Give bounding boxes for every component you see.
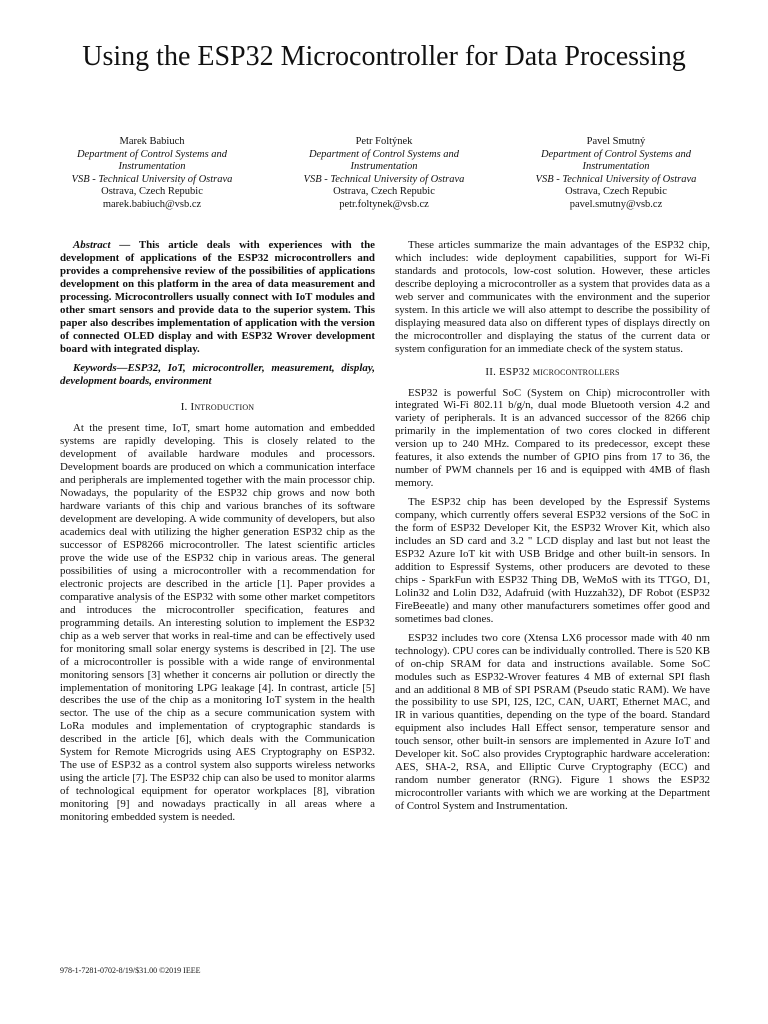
author-name: Marek Babiuch: [119, 136, 185, 147]
abstract-text: This article deals with experiences with the development of applications of the ESP32 microcontrollers and provides a comprehensive review of the possibilities of applications development on this platform in the area of data measurement and processing. Microcontrollers usually connect with IoT modules and other smart sensors and provide data to the superior system. This paper also describes implementation of application with the version of connected OLED display and with ESP32 Wrover development board with integrated display.: [60, 239, 375, 355]
abstract: [60, 239, 375, 356]
author-university: VSB - Technical University of Ostrava: [71, 173, 233, 185]
author-block-1: [52, 136, 252, 211]
esp32-paragraph-1: ESP32 is powerful SoC (System on Chip) microcontroller with integrated Wi-Fi 802.11 b/g/n, dual mode Bluetooth version 4.2 and variety of peripherals. It is an advanced successor of the 8266 chip primarily in the implementation of two cores clocked in different version up to 240 MHz. Compared to its predecessor, except these features, it also extends the number of GPIO pins from 17 to 36, the number of PWM channels per 16 and is equipped with 4MB of flash memory.: [395, 386, 710, 490]
section-heading-introduction: I. Introduction: [180, 401, 255, 414]
abstract-lead: Abstract —: [73, 239, 131, 251]
esp32-paragraph-3: ESP32 includes two core (Xtensa LX6 processor made with 40 nm technology). CPU cores can be individually controlled. There is 520 KB of on-chip SRAM for data and instructions available. Some SoC modules such as ESP32-Wrover features 4 MB of external SPI flash and an additional 8 MB of SPI PSRAM (Pseudo static RAM). We have the possibility to use SPI, I2S, I2C, CAN, UART, Ethernet MAC, and IR in various quantities, depending on the type of the board. Standard equipment also includes Hall Effect sensor, temperature sensor and touch sensor, other built-in sensors are implemented in Azure IoT and Developer kit. SoC also provides Cryptographic hardware acceleration: AES, SHA-2, RSA, and Elliptic Curve Cryptography (ECC) and random number generator (RNG). Figure 1 shows the ESP32 microcontroller variants with which we are working at the Department of Control System and Instrumentation.: [395, 631, 710, 813]
author-block-3: [516, 136, 716, 211]
author-city: Ostrava, Czech Repubic: [333, 186, 435, 197]
keywords: Keywords—ESP32, IoT, microcontroller, measurement, display, development boards, environment: [60, 361, 375, 387]
right-column: [395, 239, 710, 819]
summary-paragraph: These articles summarize the main advantages of the ESP32 chip, which includes: wide deployment capabilities, support for Wi-Fi standards and protocols, low-cost solution. However, these articles describe deploying a microcontroller as a system that provides data as a web server and communicates with the environment and the superior system. In this article we will also attempt to describe the possibility of displaying measured data also on different types of displays directly on the microcontroller and displaying the status of the current data or system configuration for an immediate check of the system status.: [395, 239, 710, 355]
author-university: VSB - Technical University of Ostrava: [535, 173, 697, 185]
author-name: Pavel Smutný: [586, 136, 646, 147]
author-block-2: [284, 136, 484, 211]
intro-paragraph: At the present time, IoT, smart home automation and embedded systems are rapidly developing. This is closely related to the development of available hardware modules and processors. Development boards are produced on which a communication interface and peripherals are implemented together with the main processor chip. Nowadays, the popularity of the ESP32 chip grows and now both hardware variants of this chip and various branches of its software development are developing. A wide community of developers, but also academics deal with utilizing the higher generation ESP32 chip as the successor of ESP8266 microcontroller. The latest scientific articles prove the wide use of the ESP32 chip in various areas. The general possibilities of using a microcontroller with a recommendation for electronic projects are described in the article [1]. Paper provides a comparative analysis of the ESP32 with some other market competitors and introduces the microcontroller specification, features and programming details. An interesting solution to implement the ESP32 chip as a web server that works in real-time and can be effectively used for monitoring small solar energy systems is described in [2]. The use of a microcontroller is possible with a wide range of environmental monitoring sensors [3] whether it concerns air pollution or directly the implementation of monitoring LPG leakage [4]. In contrast, article [5] describes the use of the chip as a monitoring IoT system in the health sector. The use of the chip as a secure communication system with LoRa modules and implementation of cryptographic standards is described in the article [6], which deals with the Communication System for Remote Microgrids using AES Cryptography on ESP32. The use of ESP32 as a control system also supports wireless networks using the article [7]. The ESP32 chip can also be used to monitor alarms of technological equipment for operator workplaces [8], vibration monitoring [9] and nowadays practically in all areas where a monitoring embedded system is needed.: [60, 422, 375, 824]
author-email: petr.foltynek@vsb.cz: [339, 198, 429, 210]
author-city: Ostrava, Czech Repubic: [101, 186, 203, 197]
author-city: Ostrava, Czech Repubic: [565, 186, 667, 197]
author-department: Department of Control Systems and Instrumentation: [308, 148, 460, 172]
paper-title: Using the ESP32 Microcontroller for Data Processing: [82, 41, 686, 72]
author-department: Department of Control Systems and Instrumentation: [540, 148, 692, 172]
author-name: Petr Foltýnek: [355, 136, 413, 147]
author-email: marek.babiuch@vsb.cz: [102, 198, 202, 210]
left-column: [60, 239, 375, 830]
copyright-footer: 978-1-7281-0702-8/19/$31.00 ©2019 IEEE: [60, 966, 201, 975]
section-heading-esp32: II. ESP32 microcontrollers: [485, 365, 620, 378]
author-university: VSB - Technical University of Ostrava: [303, 173, 465, 185]
esp32-paragraph-2: The ESP32 chip has been developed by the Espressif Systems company, which currently offers several ESP32 versions of the SoC in the form of ESP32 Developer Kit, the ESP32 Wrover Kit, which also includes an SD card and 3.2 " LCD display and last but not least the ESP32 Azure IoT kit with USB Bridge and other built-in sensors. In addition to Espressif Systems, other producers are devoted to these chips - SparkFun with ESP32 Thing DB, WeMoS with its TTGO, D1, Lolin32 and Lolin D32, Adafruid (with Huzzah32), DF Robot (ESP32 FireBeeatle) and many other manufacturers sometimes offer good and sometimes bad clones.: [395, 496, 710, 625]
author-department: Department of Control Systems and Instrumentation: [76, 148, 228, 172]
author-email: pavel.smutny@vsb.cz: [569, 198, 663, 210]
